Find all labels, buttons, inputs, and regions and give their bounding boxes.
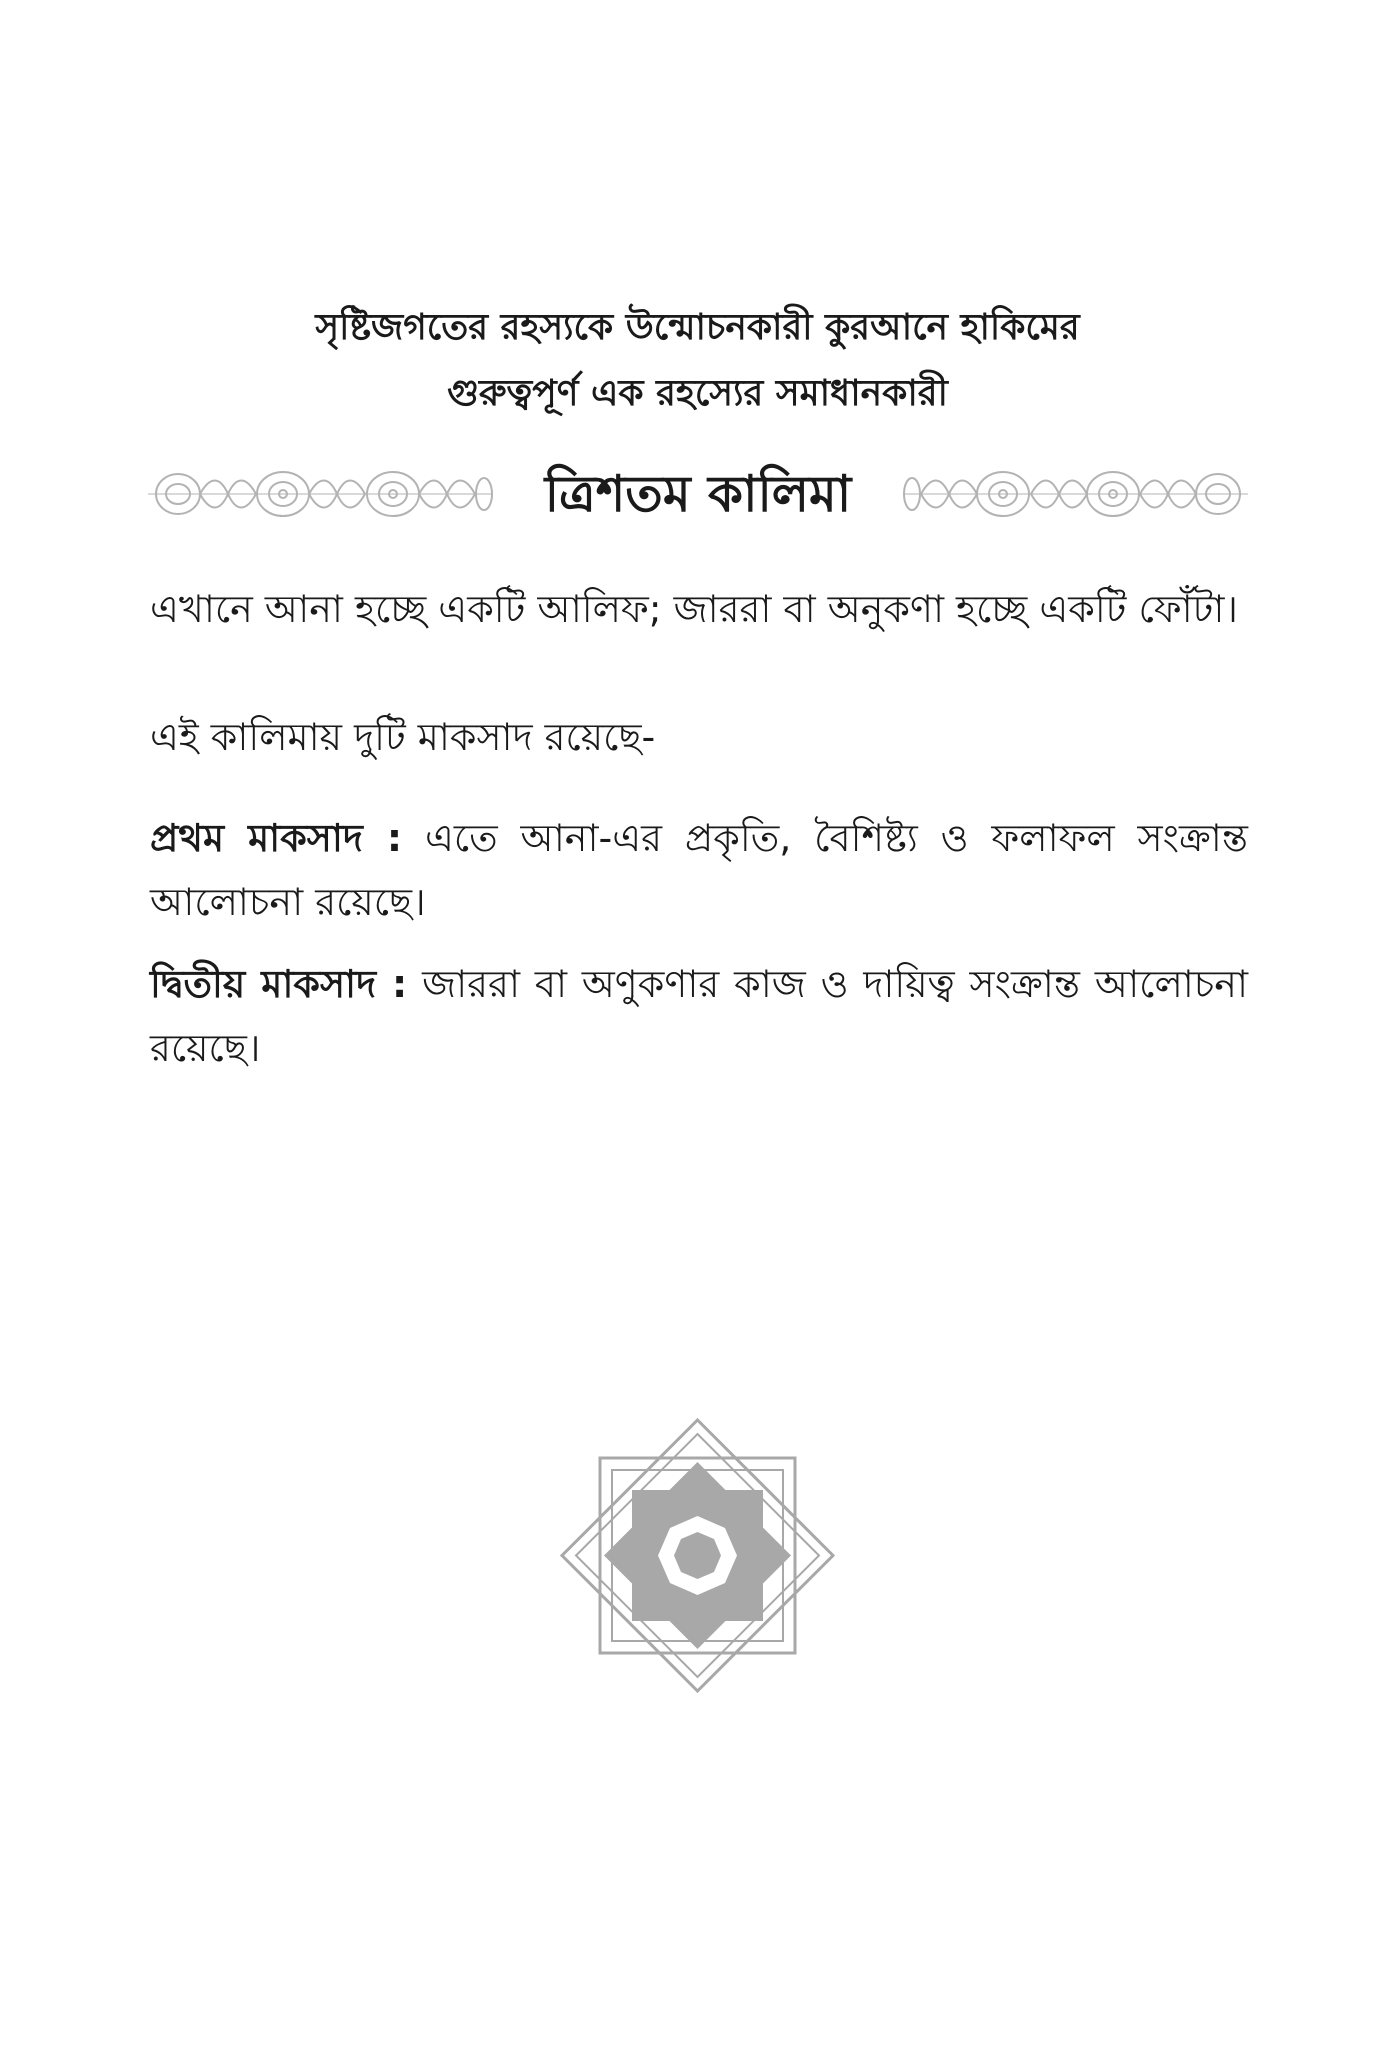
second-objective-text: জাররা বা অণুকণার কাজ ও দায়িত্ব সংক্রান্ত আলোচনা রয়েছে। <box>150 962 1248 1070</box>
subtitle-line-1: সৃষ্টিজগতের রহস্যকে উন্মোচনকারী কুরআনে হাকিমের <box>315 307 1080 348</box>
chapter-heading-row <box>148 458 1248 530</box>
chapter-title: ত্রিশতম কালিমা <box>544 465 852 523</box>
eight-point-star-emblem-icon <box>560 1418 835 1693</box>
arabesque-ornament-left-icon <box>148 464 493 524</box>
subtitle-line-2: গুরুত্বপূর্ণ এক রহস্যের সমাধানকারী <box>447 373 948 414</box>
arabesque-ornament-right-icon <box>903 464 1248 524</box>
second-objective-label: দ্বিতীয় মাকসাদ : <box>150 962 408 1006</box>
intro-paragraph: এখানে আনা হচ্ছে একটি আলিফ; জাররা বা অনুকণা হচ্ছে একটি ফোঁটা। <box>150 587 1238 631</box>
lead-paragraph: এই কালিমায় দুটি মাকসাদ রয়েছে- <box>150 715 656 759</box>
chapter-subtitle <box>150 295 1245 427</box>
second-objective-paragraph <box>150 952 1248 1080</box>
first-objective-text: এতে আনা-এর প্রকৃতি, বৈশিষ্ট্য ও ফলাফল সংক্রান্ত আলোচনা রয়েছে। <box>150 816 1248 924</box>
first-objective-label: প্রথম মাকসাদ : <box>150 816 403 860</box>
first-objective-paragraph <box>150 806 1248 934</box>
